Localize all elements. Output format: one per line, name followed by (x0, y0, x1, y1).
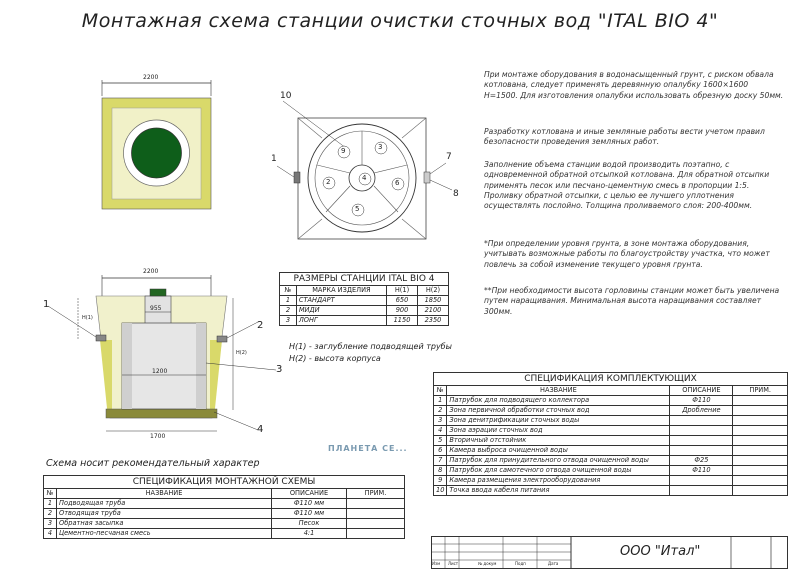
table-cell: 6 (434, 446, 447, 456)
plan-callout-8: 8 (453, 189, 459, 199)
table-cell: 4:1 (272, 529, 347, 539)
zone-9: 9 (341, 147, 346, 155)
table-cell: 1 (434, 396, 447, 406)
callout-2: 2 (257, 320, 264, 331)
stamp-col-list: Лист (448, 561, 459, 566)
table-cell: 1150 (387, 316, 418, 326)
components-spec-title: СПЕЦИФИКАЦИЯ КОМПЛЕКТУЮЩИХ (434, 373, 788, 386)
table-cell (733, 446, 788, 456)
table-cell: СТАНДАРТ (296, 296, 386, 306)
table-cell: 900 (387, 306, 418, 316)
section-dim-1200: 1200 (152, 368, 168, 375)
sizes-header-num: № (280, 286, 297, 296)
zone-4: 4 (362, 174, 367, 182)
stamp-col-date: Дата (548, 561, 559, 566)
table-cell: Ф110 мм (272, 499, 347, 509)
table-cell: 3 (434, 416, 447, 426)
table-cell (347, 509, 405, 519)
table-cell (733, 406, 788, 416)
top-view (102, 80, 211, 209)
table-cell: Ф25 (670, 456, 733, 466)
table-cell: Обратная засыпка (57, 519, 272, 529)
callout-1: 1 (43, 299, 50, 310)
table-row (434, 486, 788, 496)
table-cell: 8 (434, 466, 447, 476)
sizes-header-model: МАРКА ИЗДЕЛИЯ (296, 286, 386, 296)
table-cell: 4 (44, 529, 57, 539)
table-cell: Подводящая труба (57, 499, 272, 509)
table-row (434, 446, 788, 456)
table-cell: 4 (434, 426, 447, 436)
table-cell: 3 (280, 316, 297, 326)
table-cell: Ф110 мм (272, 509, 347, 519)
table-cell (670, 446, 733, 456)
table-cell: Зона аэрации сточных вод (447, 426, 670, 436)
zone-3: 3 (378, 143, 383, 151)
table-row (434, 466, 788, 476)
plan-callout-1: 1 (271, 154, 277, 164)
table-cell: 1850 (417, 296, 448, 306)
table-cell: Патрубок для принудительного отвода очищенной воды (447, 456, 670, 466)
callout-3: 3 (276, 364, 283, 375)
table-cell (733, 466, 788, 476)
table-row (44, 499, 405, 509)
comp-header-note: ПРИМ. (733, 386, 788, 396)
table-cell: 650 (387, 296, 418, 306)
table-cell (670, 436, 733, 446)
components-spec-table (433, 372, 788, 496)
table-cell: 2 (434, 406, 447, 416)
note-3: Заполнение объема станции водой производить поэтапно, с одновременной обратной отсыпкой котлована. Для обратной отсыпки применять песок или песчано-цементную смесь в пропорции 1:5. Проливку обратной отсыпки, с целью ее лучшего уплотнения осуществлять послойно. Толщина проливаемого слоя: 200-400мм. (484, 160, 770, 211)
table-cell (733, 416, 788, 426)
table-cell: ЛОНГ (296, 316, 386, 326)
mount-header-desc: ОПИСАНИЕ (272, 489, 347, 499)
table-cell: МИДИ (296, 306, 386, 316)
plan-view (277, 101, 452, 239)
mount-spec-title: СПЕЦИФИКАЦИЯ МОНТАЖНОЙ СХЕМЫ (44, 476, 405, 489)
table-cell: Песок (272, 519, 347, 529)
comp-header-name: НАЗВАНИЕ (447, 386, 670, 396)
mount-header-note: ПРИМ. (347, 489, 405, 499)
table-cell (733, 436, 788, 446)
section-dim-955: 955 (150, 305, 162, 312)
table-cell: Зона первичной обработки сточных вод (447, 406, 670, 416)
table-cell: Ф110 (670, 396, 733, 406)
table-cell: Точка ввода кабеля питания (447, 486, 670, 496)
stamp-col-izm: Изм (432, 561, 441, 566)
table-cell (733, 476, 788, 486)
table-cell: Отводящая труба (57, 509, 272, 519)
table-cell (733, 486, 788, 496)
table-row (44, 519, 405, 529)
table-cell (670, 416, 733, 426)
table-cell: 5 (434, 436, 447, 446)
sizes-header-h1: H(1) (387, 286, 418, 296)
stamp-col-sign: Подп (515, 561, 526, 566)
top-dim-label: 2200 (143, 74, 159, 81)
table-cell: Ф110 (670, 466, 733, 476)
comp-header-desc: ОПИСАНИЕ (670, 386, 733, 396)
legend-h2: H(2) - высота корпуса (289, 354, 381, 363)
watermark-logo: ПЛАНЕТА СЕ... (328, 444, 408, 453)
legend-h1: H(1) - заглубление подводящей трубы (289, 342, 452, 351)
plan-callout-10: 10 (280, 91, 292, 101)
table-row (434, 396, 788, 406)
table-row (280, 306, 449, 316)
sizes-title: РАЗМЕРЫ СТАНЦИИ ITAL BIO 4 (280, 273, 449, 286)
table-row (434, 436, 788, 446)
table-row (434, 426, 788, 436)
mount-header-num: № (44, 489, 57, 499)
stamp-company: ООО "Итал" (620, 544, 701, 559)
table-row (434, 476, 788, 486)
note-2: Разработку котлована и иные земляные работы вести учетом правил безопасности проведения земляных работ. (484, 127, 765, 147)
comp-header-num: № (434, 386, 447, 396)
table-cell: 2 (280, 306, 297, 316)
section-dim-top: 2200 (143, 268, 159, 275)
mount-spec-table (43, 475, 405, 539)
table-cell: 2350 (417, 316, 448, 326)
sizes-table (279, 272, 449, 326)
table-cell (347, 529, 405, 539)
table-cell: 9 (434, 476, 447, 486)
table-cell: Патрубок для подводящего коллектора (447, 396, 670, 406)
table-cell: 1 (44, 499, 57, 509)
note-4: *При определении уровня грунта, в зоне монтажа оборудования, учитывать возможные работы по благоустройству участка, что может повлечь за собой изменение текущего уровня грунта. (484, 239, 770, 269)
table-cell: 3 (44, 519, 57, 529)
table-cell: Патрубок для самотечного отвода очищенной воды (447, 466, 670, 476)
table-row (280, 296, 449, 306)
note-1: При монтаже оборудования в водонасыщенный грунт, с риском обвала котлована, следует применять деревянную опалубку 1600×1600 H=1500. Для изготовления опалубки использовать обрезную доску 50мм. (484, 70, 784, 100)
table-row (434, 456, 788, 466)
zone-5: 5 (355, 205, 360, 213)
table-row (44, 509, 405, 519)
h2-marker: H(2) (236, 350, 247, 356)
sizes-header-h2: H(2) (417, 286, 448, 296)
table-cell: 2 (44, 509, 57, 519)
callout-4: 4 (257, 424, 264, 435)
table-cell (670, 476, 733, 486)
table-row (280, 316, 449, 326)
table-cell (347, 519, 405, 529)
section-dim-1700: 1700 (150, 433, 166, 440)
table-cell: Цементно-песчаная смесь (57, 529, 272, 539)
zone-2: 2 (326, 178, 331, 186)
zone-6: 6 (395, 179, 400, 187)
recommend-caption: Схема носит рекомендательный характер (46, 458, 260, 469)
table-cell (670, 426, 733, 436)
table-row (434, 416, 788, 426)
table-cell: 1 (280, 296, 297, 306)
table-cell: 7 (434, 456, 447, 466)
table-cell (670, 486, 733, 496)
table-cell: Вторичный отстойник (447, 436, 670, 446)
mount-header-name: НАЗВАНИЕ (57, 489, 272, 499)
table-cell: Камера выброса очищенной воды (447, 446, 670, 456)
table-row (44, 529, 405, 539)
table-cell (733, 426, 788, 436)
table-cell: Камера размещения электрооборудования (447, 476, 670, 486)
table-cell (347, 499, 405, 509)
h1-marker: H(1) (82, 315, 93, 321)
stamp-col-doc: № докум (478, 561, 497, 566)
table-cell: 10 (434, 486, 447, 496)
table-cell (733, 396, 788, 406)
table-cell: 2100 (417, 306, 448, 316)
note-5: **При необходимости высота горловины станции может быть увеличена путем наращивания. Минимальная высота наращивания составляет 300мм. (484, 286, 780, 316)
plan-callout-7: 7 (446, 152, 452, 162)
table-cell (733, 456, 788, 466)
table-cell: Зона денитрификации сточных воды (447, 416, 670, 426)
table-cell: Дробление (670, 406, 733, 416)
table-row (434, 406, 788, 416)
page-title: Монтажная схема станции очистки сточных вод "ITAL BIO 4" (81, 10, 719, 32)
